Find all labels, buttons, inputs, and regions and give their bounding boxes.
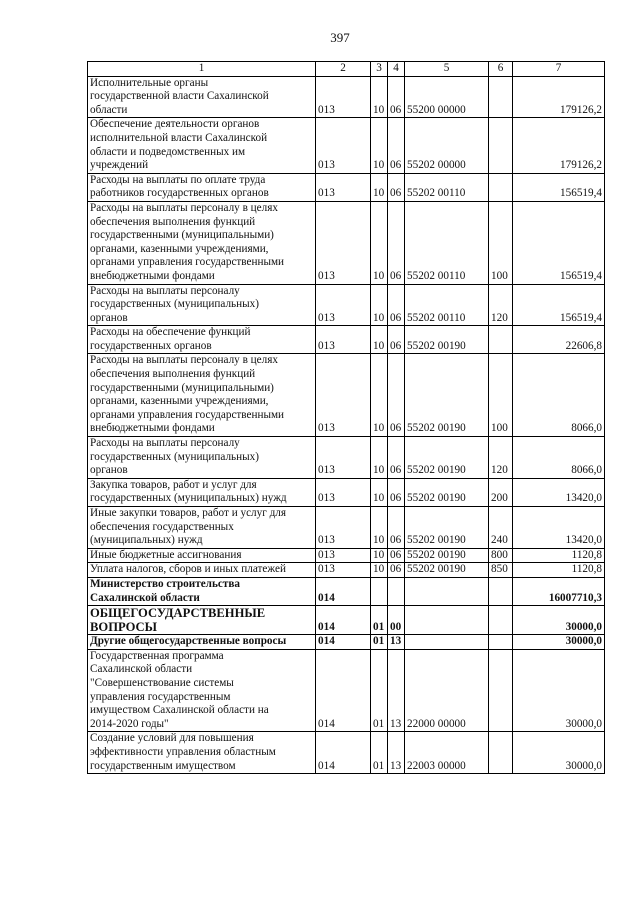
page-number: 397 <box>330 30 350 45</box>
table-row <box>88 635 605 650</box>
expense-type-code <box>489 118 513 173</box>
table-row <box>88 354 605 437</box>
target-article-code: 55202 00110 <box>405 284 489 326</box>
ministry-code: 013 <box>316 563 371 578</box>
subsection-code: 06 <box>388 548 405 563</box>
table-row <box>88 577 605 605</box>
expense-type-code <box>489 606 513 635</box>
ministry-code: 013 <box>316 437 371 479</box>
expense-type-code: 120 <box>489 284 513 326</box>
subsection-code <box>388 577 405 605</box>
target-article-code <box>405 606 489 635</box>
table-row <box>88 649 605 732</box>
section-code: 01 <box>371 732 388 774</box>
table-row <box>88 437 605 479</box>
item-name: Расходы на выплаты персоналу государственных (муниципальных) органов <box>88 284 316 326</box>
expense-type-code: 120 <box>489 437 513 479</box>
table-row <box>88 284 605 326</box>
budget-table <box>87 61 605 774</box>
ministry-code: 013 <box>316 326 371 354</box>
item-name: Обеспечение деятельности органов исполнительной власти Сахалинской области и подведомственных им учреждений <box>88 118 316 173</box>
expense-type-code <box>489 635 513 650</box>
item-name: ОБЩЕГОСУДАРСТВЕННЫЕ ВОПРОСЫ <box>88 606 316 635</box>
subsection-code: 13 <box>388 649 405 732</box>
ministry-code: 013 <box>316 76 371 118</box>
table-row <box>88 507 605 549</box>
item-name: Уплата налогов, сборов и иных платежей <box>88 563 316 578</box>
header-cell: 6 <box>489 62 513 77</box>
ministry-code: 014 <box>316 649 371 732</box>
expense-type-code: 200 <box>489 478 513 506</box>
target-article-code: 55202 00190 <box>405 548 489 563</box>
ministry-code: 014 <box>316 635 371 650</box>
item-name: Исполнительные органы государственной власти Сахалинской области <box>88 76 316 118</box>
ministry-code: 014 <box>316 732 371 774</box>
table-row <box>88 478 605 506</box>
target-article-code: 22000 00000 <box>405 649 489 732</box>
header-cell: 5 <box>405 62 489 77</box>
amount-value: 13420,0 <box>513 507 605 549</box>
table-row <box>88 732 605 774</box>
subsection-code: 13 <box>388 635 405 650</box>
section-code: 10 <box>371 548 388 563</box>
ministry-code: 013 <box>316 548 371 563</box>
ministry-code: 014 <box>316 606 371 635</box>
header-cell: 4 <box>388 62 405 77</box>
header-cell: 2 <box>316 62 371 77</box>
subsection-code: 06 <box>388 118 405 173</box>
table-row <box>88 201 605 284</box>
header-cell: 3 <box>371 62 388 77</box>
target-article-code: 55202 00190 <box>405 437 489 479</box>
amount-value: 156519,4 <box>513 201 605 284</box>
ministry-code: 014 <box>316 577 371 605</box>
item-name: Расходы на обеспечение функций государственных органов <box>88 326 316 354</box>
expense-type-code <box>489 649 513 732</box>
amount-value: 8066,0 <box>513 437 605 479</box>
ministry-code: 013 <box>316 173 371 201</box>
section-code: 10 <box>371 437 388 479</box>
item-name: Расходы на выплаты персоналу в целях обеспечения выполнения функций государственными (муниципальными) органами, казенными учреждениями, органами управления государственными внебюджетными фондами <box>88 354 316 437</box>
table-row <box>88 173 605 201</box>
subsection-code: 13 <box>388 732 405 774</box>
section-code: 10 <box>371 284 388 326</box>
table-row <box>88 326 605 354</box>
target-article-code: 55202 00190 <box>405 563 489 578</box>
header-cell: 1 <box>88 62 316 77</box>
section-code: 10 <box>371 173 388 201</box>
table-row <box>88 548 605 563</box>
amount-value: 1120,8 <box>513 563 605 578</box>
item-name: Другие общегосударственные вопросы <box>88 635 316 650</box>
subsection-code: 06 <box>388 201 405 284</box>
amount-value: 22606,8 <box>513 326 605 354</box>
subsection-code: 06 <box>388 478 405 506</box>
item-name: Государственная программа Сахалинской области "Совершенствование системы управления государственным имуществом Сахалинской области на 2014-2020 годы" <box>88 649 316 732</box>
target-article-code <box>405 577 489 605</box>
amount-value: 30000,0 <box>513 635 605 650</box>
expense-type-code <box>489 577 513 605</box>
section-code: 10 <box>371 507 388 549</box>
target-article-code: 55202 00190 <box>405 478 489 506</box>
expense-type-code: 100 <box>489 354 513 437</box>
subsection-code: 06 <box>388 507 405 549</box>
amount-value: 179126,2 <box>513 76 605 118</box>
expense-type-code <box>489 326 513 354</box>
section-code: 01 <box>371 606 388 635</box>
table-header-row <box>88 62 605 77</box>
item-name: Расходы на выплаты персоналу государственных (муниципальных) органов <box>88 437 316 479</box>
subsection-code: 06 <box>388 354 405 437</box>
amount-value: 1120,8 <box>513 548 605 563</box>
amount-value: 8066,0 <box>513 354 605 437</box>
table-row <box>88 563 605 578</box>
section-code: 01 <box>371 635 388 650</box>
section-code: 10 <box>371 118 388 173</box>
table-row <box>88 118 605 173</box>
target-article-code: 55202 00190 <box>405 326 489 354</box>
target-article-code: 55202 00190 <box>405 507 489 549</box>
expense-type-code <box>489 76 513 118</box>
subsection-code: 06 <box>388 437 405 479</box>
section-code: 10 <box>371 478 388 506</box>
item-name: Расходы на выплаты по оплате труда работников государственных органов <box>88 173 316 201</box>
ministry-code: 013 <box>316 354 371 437</box>
section-code <box>371 577 388 605</box>
amount-value: 30000,0 <box>513 732 605 774</box>
target-article-code <box>405 635 489 650</box>
item-name: Закупка товаров, работ и услуг для государственных (муниципальных) нужд <box>88 478 316 506</box>
expense-type-code: 800 <box>489 548 513 563</box>
ministry-code: 013 <box>316 284 371 326</box>
amount-value: 30000,0 <box>513 649 605 732</box>
expense-type-code: 240 <box>489 507 513 549</box>
expense-type-code <box>489 173 513 201</box>
section-code: 10 <box>371 201 388 284</box>
amount-value: 13420,0 <box>513 478 605 506</box>
subsection-code: 06 <box>388 76 405 118</box>
expense-type-code <box>489 732 513 774</box>
target-article-code: 55202 00190 <box>405 354 489 437</box>
table-row <box>88 76 605 118</box>
ministry-code: 013 <box>316 201 371 284</box>
expense-type-code: 100 <box>489 201 513 284</box>
amount-value: 16007710,3 <box>513 577 605 605</box>
item-name: Иные бюджетные ассигнования <box>88 548 316 563</box>
subsection-code: 06 <box>388 563 405 578</box>
section-code: 10 <box>371 563 388 578</box>
amount-value: 156519,4 <box>513 284 605 326</box>
section-code: 10 <box>371 326 388 354</box>
target-article-code: 22003 00000 <box>405 732 489 774</box>
ministry-code: 013 <box>316 478 371 506</box>
table-row <box>88 606 605 635</box>
section-code: 01 <box>371 649 388 732</box>
target-article-code: 55200 00000 <box>405 76 489 118</box>
item-name: Создание условий для повышения эффективности управления областным государственным имуществом <box>88 732 316 774</box>
target-article-code: 55202 00110 <box>405 201 489 284</box>
target-article-code: 55202 00110 <box>405 173 489 201</box>
section-code: 10 <box>371 354 388 437</box>
target-article-code: 55202 00000 <box>405 118 489 173</box>
item-name: Расходы на выплаты персоналу в целях обеспечения выполнения функций государственными (муниципальными) органами, казенными учреждениями, органами управления государственными внебюджетными фондами <box>88 201 316 284</box>
item-name: Иные закупки товаров, работ и услуг для обеспечения государственных (муниципальных) нужд <box>88 507 316 549</box>
subsection-code: 06 <box>388 173 405 201</box>
expense-type-code: 850 <box>489 563 513 578</box>
ministry-code: 013 <box>316 507 371 549</box>
subsection-code: 06 <box>388 284 405 326</box>
amount-value: 179126,2 <box>513 118 605 173</box>
subsection-code: 00 <box>388 606 405 635</box>
amount-value: 30000,0 <box>513 606 605 635</box>
ministry-code: 013 <box>316 118 371 173</box>
section-code: 10 <box>371 76 388 118</box>
header-cell: 7 <box>513 62 605 77</box>
amount-value: 156519,4 <box>513 173 605 201</box>
subsection-code: 06 <box>388 326 405 354</box>
item-name: Министерство строительства Сахалинской области <box>88 577 316 605</box>
